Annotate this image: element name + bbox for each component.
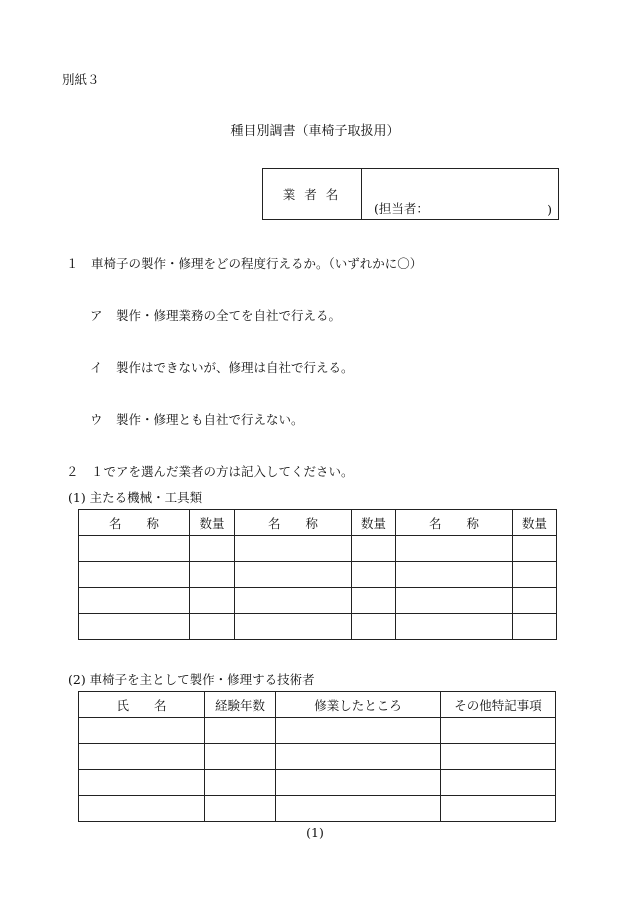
table-cell[interactable] bbox=[190, 536, 235, 562]
table-cell[interactable] bbox=[79, 588, 190, 614]
question-1-number: １ bbox=[66, 256, 79, 271]
table-cell[interactable] bbox=[276, 718, 441, 744]
table-cell[interactable] bbox=[352, 614, 396, 640]
table-cell[interactable] bbox=[352, 536, 396, 562]
col-experience-years: 経験年数 bbox=[205, 692, 276, 718]
col-qty-2: 数量 bbox=[352, 510, 396, 536]
table-cell[interactable] bbox=[79, 562, 190, 588]
table-cell[interactable] bbox=[276, 770, 441, 796]
table-cell[interactable] bbox=[513, 588, 557, 614]
table-cell[interactable] bbox=[79, 744, 205, 770]
table-cell[interactable] bbox=[79, 796, 205, 822]
technician-header-row bbox=[79, 692, 556, 718]
table-cell[interactable] bbox=[352, 562, 396, 588]
table-cell[interactable] bbox=[205, 718, 276, 744]
table-cell[interactable] bbox=[190, 562, 235, 588]
contact-person-label: (担当者： bbox=[374, 201, 429, 216]
table-row bbox=[79, 588, 557, 614]
table-cell[interactable] bbox=[441, 770, 556, 796]
option-u[interactable] bbox=[90, 410, 304, 428]
table-cell[interactable] bbox=[235, 588, 352, 614]
table-cell[interactable] bbox=[276, 744, 441, 770]
table-cell[interactable] bbox=[79, 770, 205, 796]
table-row bbox=[79, 796, 556, 822]
col-qty-3: 数量 bbox=[513, 510, 557, 536]
table-row bbox=[79, 536, 557, 562]
table-cell[interactable] bbox=[352, 588, 396, 614]
option-a[interactable] bbox=[90, 306, 341, 324]
company-info-box bbox=[262, 168, 559, 220]
table-cell[interactable] bbox=[205, 796, 276, 822]
table-row bbox=[79, 562, 557, 588]
table-cell[interactable] bbox=[396, 562, 513, 588]
table-cell[interactable] bbox=[276, 796, 441, 822]
table-cell[interactable] bbox=[235, 536, 352, 562]
page-number: (1) bbox=[306, 825, 324, 840]
col-name-3: 名 称 bbox=[396, 510, 513, 536]
table-cell[interactable] bbox=[79, 718, 205, 744]
col-training-place: 修業したところ bbox=[276, 692, 441, 718]
table-cell[interactable] bbox=[79, 614, 190, 640]
table-row bbox=[79, 770, 556, 796]
table-cell[interactable] bbox=[235, 614, 352, 640]
equipment-table bbox=[78, 509, 557, 640]
table-cell[interactable] bbox=[396, 614, 513, 640]
table-cell[interactable] bbox=[396, 536, 513, 562]
option-i-mark: イ bbox=[90, 360, 103, 375]
table-cell[interactable] bbox=[513, 562, 557, 588]
table-row bbox=[79, 614, 557, 640]
table-cell[interactable] bbox=[396, 588, 513, 614]
section-2-heading: (2) 車椅子を主として製作・修理する技術者 bbox=[68, 672, 315, 687]
table-row bbox=[79, 718, 556, 744]
table-cell[interactable] bbox=[79, 536, 190, 562]
col-other-notes: その他特記事項 bbox=[441, 692, 556, 718]
equipment-header-row bbox=[79, 510, 557, 536]
company-name-label: 業者名 bbox=[263, 169, 362, 219]
question-2-text: １でアを選んだ業者の方は記入してください。 bbox=[91, 464, 354, 479]
technician-table bbox=[78, 691, 556, 822]
company-name-field[interactable] bbox=[362, 169, 558, 219]
document-title: 種目別調書（車椅子取扱用） bbox=[230, 124, 400, 139]
option-i-text: 製作はできないが、修理は自社で行える。 bbox=[116, 360, 354, 375]
table-cell[interactable] bbox=[235, 562, 352, 588]
col-qty-1: 数量 bbox=[190, 510, 235, 536]
option-i[interactable] bbox=[90, 358, 354, 376]
table-cell[interactable] bbox=[441, 718, 556, 744]
attachment-label: 別紙３ bbox=[62, 72, 100, 87]
table-cell[interactable] bbox=[513, 614, 557, 640]
col-name: 氏 名 bbox=[79, 692, 205, 718]
option-a-text: 製作・修理業務の全てを自社で行える。 bbox=[116, 308, 342, 323]
table-cell[interactable] bbox=[441, 744, 556, 770]
table-cell[interactable] bbox=[513, 536, 557, 562]
question-1-text: 車椅子の製作・修理をどの程度行えるか。（いずれかに〇） bbox=[91, 256, 423, 271]
table-cell[interactable] bbox=[205, 744, 276, 770]
table-row bbox=[79, 744, 556, 770]
contact-person-close-paren: ) bbox=[547, 202, 552, 217]
question-2-number: ２ bbox=[66, 464, 79, 479]
col-name-1: 名 称 bbox=[79, 510, 190, 536]
col-name-2: 名 称 bbox=[235, 510, 352, 536]
option-u-mark: ウ bbox=[90, 412, 103, 427]
option-u-text: 製作・修理とも自社で行えない。 bbox=[116, 412, 304, 427]
table-cell[interactable] bbox=[190, 614, 235, 640]
section-1-heading: (1) 主たる機械・工具類 bbox=[68, 490, 203, 505]
option-a-mark: ア bbox=[90, 308, 103, 323]
table-cell[interactable] bbox=[190, 588, 235, 614]
table-cell[interactable] bbox=[441, 796, 556, 822]
table-cell[interactable] bbox=[205, 770, 276, 796]
